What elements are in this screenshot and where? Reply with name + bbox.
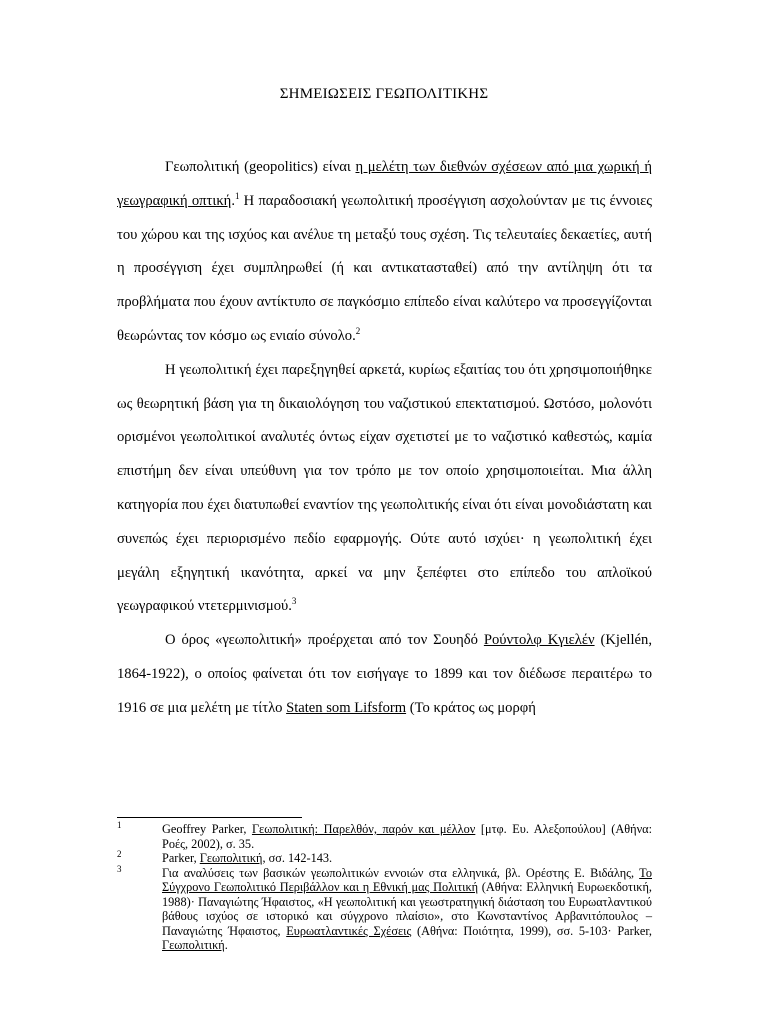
page-title: ΣΗΜΕΙΩΣΕΙΣ ΓΕΩΠΟΛΙΤΙΚΗΣ [279, 86, 489, 102]
underlined-phrase: η μελέτη των διεθνών σχέσεων από μια χωρική ή γεωγραφική οπτική [117, 159, 653, 209]
footnote-text: Για αναλύσεις των βασικών γεωπολιτικών εννοιών στα ελληνικά, βλ. Ορέστης Ε. Βιδάλης, [162, 865, 640, 880]
footnote-number: 1 [117, 820, 122, 830]
footnote-3 [117, 863, 652, 953]
paragraph-text: Ο όρος «γεωπολιτική» προέρχεται από τον Σουηδό [165, 632, 484, 649]
footnote-text: , σσ. 142-143. [262, 851, 333, 865]
paragraph-2 [117, 354, 652, 624]
footnote-title: Γεωπολιτική [199, 851, 263, 865]
paragraph-text: (Kjellén, 1864-1922), ο οποίος φαίνεται ότι τον εισήγαγε το 1899 και τον διέδωσε περαιτέρω το 1916 σε μια μελέτη με τίτλο [117, 632, 652, 716]
footnote-ref[interactable]: 3 [291, 596, 297, 607]
footnote-ref[interactable]: 2 [355, 325, 361, 336]
paragraph-text: . [231, 192, 235, 209]
underlined-title: Staten som Lifsform [286, 699, 407, 716]
footnote-text: . [224, 938, 228, 952]
footnote-title: Γεωπολιτική: Παρελθόν, παρόν και μέλλον [251, 822, 476, 836]
paragraph-text: Η παραδοσιακή γεωπολιτική προσέγγιση ασχολούνταν με τις έννοιες του χώρου και της ισχύος και ανέλυε τη μεταξύ τους σχέση. Τις τελευταίες δεκαετίες, αυτή η προσέγγιση έχει συμπληρωθεί (ή και αντικατασταθεί) από την αντίληψη ότι τα προβλήματα που έχουν αντίκτυπο σε παγκόσμιο επίπεδο είναι καλύτερο να προσεγγίζονται θεωρώντας τον κόσμο ως ενιαίο σύνολο. [117, 192, 652, 344]
footnote-number: 2 [117, 849, 122, 859]
footnote-text: Parker, [162, 851, 200, 865]
footnote-2 [117, 851, 652, 866]
footnote-title: Το Σύγχρονο Γεωπολιτικό Περιβάλλον και η Εθνική μας Πολιτική [162, 865, 652, 894]
paragraph-3 [117, 624, 652, 725]
footnote-1 [117, 822, 652, 851]
footnote-number: 3 [117, 863, 122, 874]
body-text [117, 151, 652, 726]
footnote-title: Γεωπολιτική [162, 938, 225, 952]
paragraph-1 [117, 151, 652, 354]
footnote-separator [117, 817, 302, 818]
footnote-text: (Αθήνα: Ποιότητα, 1999), σσ. 5-103· Parker, [411, 923, 652, 938]
paragraph-text: Γεωπολιτική (geopolitics) είναι [165, 159, 356, 175]
footnote-text: (Αθήνα: Ελληνική Ευρωεκδοτική, 1988)· Παναγιώτης Ήφαιστος, «Η γεωπολιτική και γεωστρατηγική διάσταση του Ευρωατλαντικού βάθους ισχύος σε ιστορικό και σύγχρονο πλαίσιο», στο Κωνσταντίνος Αρβανιτόπουλος – Παναγιώτης Ήφαιστος, [162, 880, 652, 938]
footnotes [117, 822, 652, 953]
footnote-text: [μτφ. Ευ. Αλεξοπούλου] (Αθήνα: Ροές, 2002), σ. 35. [162, 822, 653, 851]
paragraph-text: (Το κράτος ως μορφή [406, 699, 536, 716]
footnote-ref[interactable]: 1 [234, 190, 240, 201]
underlined-name: Ρούντολφ Κγιελέν [483, 632, 595, 649]
paragraph-text: Η γεωπολιτική έχει παρεξηγηθεί αρκετά, κυρίως εξαιτίας του ότι χρησιμοποιήθηκε ως θεωρητική βάση για τη δικαιολόγηση του ναζιστικού επεκτατισμού. Ωστόσο, μολονότι ορισμένοι γεωπολιτικοί αναλυτές όντως είχαν σχετιστεί με το ναζιστικό καθεστώς, καμία επιστήμη δεν είναι υπεύθυνη για τον τρόπο με τον οποίο χρησιμοποιείται. Μια άλλη κατηγορία που έχει διατυπωθεί εναντίον της γεωπολιτικής είναι ότι είναι μονοδιάστατη και συνεπώς έχει περιορισμένο πεδίο εφαρμογής. Ούτε αυτό ισχύει· η γεωπολιτική έχει μεγάλη εξηγητική ικανότητα, αρκεί να μην ξεπέφτει στο επίπεδο του απλοϊκού γεωγραφικού ντετερμινισμού. [117, 361, 652, 615]
footnote-text: Geoffrey Parker, [162, 822, 252, 836]
footnote-title: Ευρωατλαντικές Σχέσεις [286, 923, 412, 938]
